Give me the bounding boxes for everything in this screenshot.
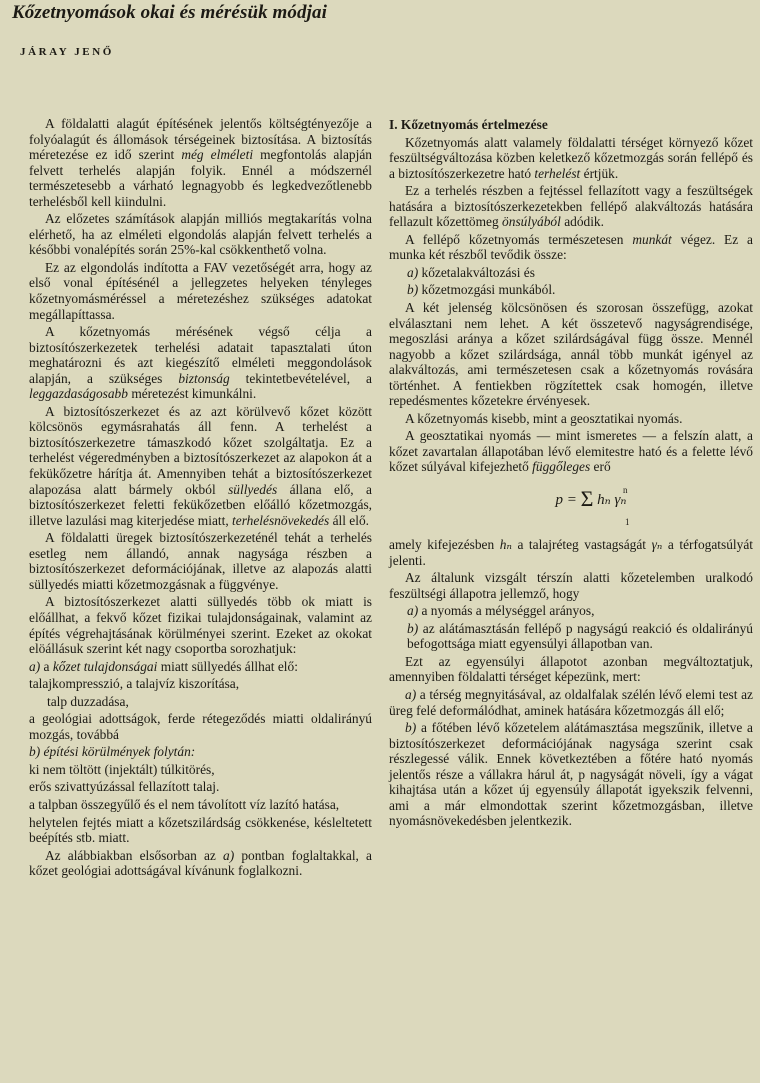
section-heading: I. Kőzetnyomás értelmezése [389, 117, 548, 132]
list-item: helytelen fejtés miatt a kőzetszilárdság csökkenése, késleltetett beépítés stb. miatt. [29, 814, 372, 846]
author-name: JÁRAY JENŐ [20, 46, 114, 58]
paragraph: A földalatti alagút építésének jelentős költségtényezője a folyóalagút és állomások térségeinek biztosítása. A biztosítás méretezése ez idő szerint még elméleti megfontolás alapján felvett terhelés alapján folyik. Ennél a módszernél természetesebb a várható legnagyobb és legkedvezőtlenebb terhelésből kell kiindulni. [29, 116, 372, 209]
list-item: talp duzzadása, [47, 693, 129, 709]
list-item: b) kőzetmozgási munkából. [407, 282, 556, 298]
list-heading-a: a) a kőzet tulajdonságai miatt süllyedés állhat elő: [29, 658, 298, 674]
article-title: Kőzetnyomások okai és mérésük módjai [12, 2, 327, 23]
sigma-upper-limit: n [623, 485, 628, 496]
paragraph: Kőzetnyomás alatt valamely földalatti térséget környező kőzet feszültségváltozása közben keletkező kőzetmozgás során fellépő és a biztosítószerkezetre ható terhelést értjük. [389, 134, 753, 181]
paragraph: Az előzetes számítások alapján milliós megtakarítás volna elérhető, ha az elméleti elgondolás alapján felvett terhelés a későbbi vonalépítés során 25%-kal csökkenthető volna. [29, 211, 372, 258]
paragraph: amely kifejezésben hₙ a talajréteg vastagságát γₙ a térfogatsúlyát jelenti. [389, 537, 753, 568]
list-item: ki nem töltött (injektált) túlkitörés, [29, 761, 215, 777]
sigma-lower-limit: 1 [625, 517, 630, 528]
formula: p = Σ n 1 hₙ γₙ [429, 489, 753, 525]
list-item: talajkompresszió, a talajvíz kiszorítása, [29, 676, 240, 692]
paragraph: A kőzetnyomás mérésének végső célja a biztosítószerkezetek terhelési adatait tapasztalati úton meghatározni és azt kiegészítő elméleti meggondolások alapján, a szükséges biztonság tekintetbevételével, a leggazdaságosabb méretezést kimunkálni. [29, 324, 372, 402]
list-item: a geológiai adottságok, ferde rétegeződés miatti oldalirányú mozgás, továbbá [29, 711, 372, 742]
list-heading-b: b) építési körülmények folytán: [29, 744, 196, 760]
paragraph: A biztosítószerkezet és az azt körülvevő kőzet között kölcsönös egymásrahatás áll fenn. A terhelést a biztosítószerkezetre támaszkodó kőzet szolgáltatja. Ez a terhelést végeredményben a biztosítószerkezet az alapokon át a fekükőzetre hárítja át. Amennyiben tehát a biztosítószerkezet alapozása alatt bármely okból süllyedés állana elő, a biztosítószerkezet feletti fekükőzetben előálló kőzetmozgás, illetve lazulási mag kiterjedése miatt, terhelésnövekedés áll elő. [29, 403, 372, 528]
paragraph: a) a térség megnyitásával, az oldalfalak szélén lévő elemi test az üreg felé deformálódhat, aminek hatására kőzetmozgás áll elő; [389, 686, 753, 718]
left-column [29, 116, 372, 881]
paragraph: A földalatti üregek biztosítószerkezeténél tehát a terhelés esetleg nem állandó, annak nagysága részben a biztosítószerkezet deformációjának, illetve az alapozás alatti süllyedés miatti kőzetmozgásnak a függvénye. [29, 530, 372, 592]
list-item: a) a nyomás a mélységgel arányos, [407, 603, 595, 619]
paragraph: Ez a terhelés részben a fejtéssel fellazított vagy a feszültségek hatására a biztosítószerkezetekben fellépő alakváltozás hatására fellazult kőzettömeg önsúlyából adódik. [389, 183, 753, 230]
paragraph: A biztosítószerkezet alatti süllyedés több ok miatt is előállhat, a fekvő kőzet fizikai tulajdonságainak, valamint az építés végrehajtásának körülményei szerint. Ezeket az okokat elöállásuk szerint két nagy csoportba sorozhatjuk: [29, 594, 372, 657]
paragraph: A fellépő kőzetnyomás természetesen munkát végez. Ez a munka két részből tevődik össze: [389, 231, 753, 263]
paragraph: b) a főtében lévő kőzetelem alátámasztása megszűnik, illetve a biztosítószerkezet deformációjának nagysága szerint csak részlegessé válik. Ennek következtében a főtére ható nyomás jelentős része a vállakra hárul át, p nagyságát növeli, így a vágat kihajtása után a kőzet új egyensúly állapotát igyekszik felvenni, ami a már elmondottak szerint kőzetmozgásban, illetve nyomásnövekedésben jelentkezik. [389, 720, 753, 829]
paragraph: Ezt az egyensúlyi állapotot azonban megváltoztatjuk, amennyiben földalatti térséget képezünk, mert: [389, 653, 753, 685]
paragraph: A geosztatikai nyomás — mint ismeretes — a felszín alatt, a kőzet zavartalan állapotában lévő elemitestre ható és a felette lévő kőzet súlyával kifejezhető függőleges erő [389, 428, 753, 475]
list-item: a talpban összegyűlő és el nem távolított víz lazító hatása, [29, 796, 340, 812]
paragraph: A két jelenség kölcsönösen és szorosan összefügg, azokat elválasztani nem lehet. A két összetevő nagyságrendisége, megoszlási aránya a kőzet szilárdságával függ össze. Mennél nagyobb a kőzet szilárdsága, annál több munkát igényel az alakváltozás, ami természetesen csak a kőzetnyomás rovására történhet. A fentiekben rögzítettek csak homogén, illetve repedésmentes kőzetekre érvényesek. [389, 300, 753, 409]
paragraph: Az alábbiakban elsősorban az a) pontban foglaltakkal, a kőzet geológiai adottságával kívánunk foglalkozni. [29, 847, 372, 879]
list-item: a) kőzetalakváltozási és [407, 264, 535, 280]
paragraph: A kőzetnyomás kisebb, mint a geosztatikai nyomás. [405, 410, 683, 426]
paragraph: Az általunk vizsgált térszín alatti kőzetelemben uralkodó feszültségi állapotra jellemző, hogy [389, 570, 753, 601]
sigma-symbol: Σ [580, 486, 594, 512]
right-column [389, 117, 753, 831]
paragraph: Ez az elgondolás indította a FAV vezetőségét arra, hogy az első vonal építésénél a jellegzetes helyeken tényleges kőzetnyomásméréssel a méretezéshez szükséges adatokat megállapíttassa. [29, 259, 372, 322]
list-item: b) az alátámasztásán fellépő p nagyságú reakció és oldalirányú befogottsága miatt egyensúlyi állapotban van. [407, 620, 753, 652]
list-item: erős szivattyúzással fellazított talaj. [29, 779, 220, 795]
